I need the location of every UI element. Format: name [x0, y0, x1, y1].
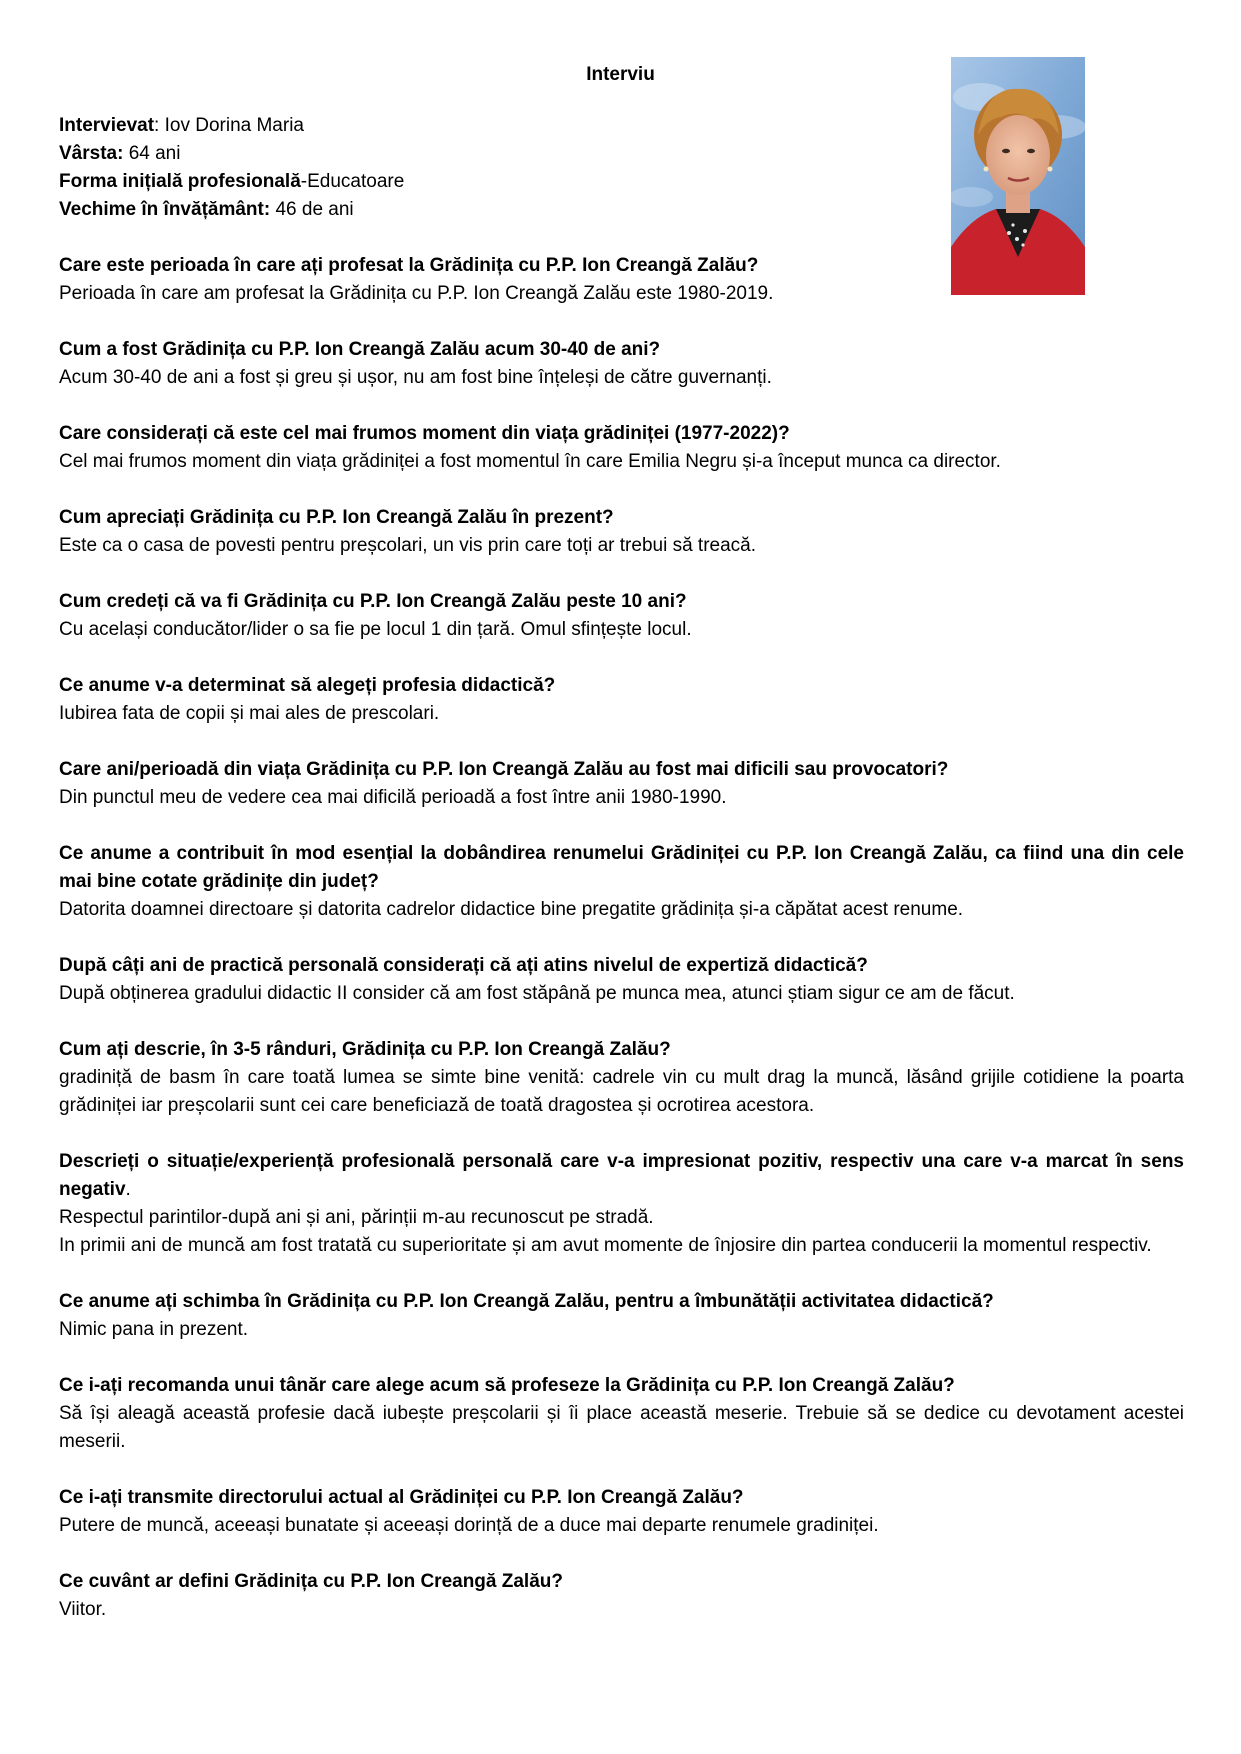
question-text: Ce anume a contribuit în mod esențial la dobândirea renumelui Grădiniței cu P.P. Ion Creangă Zalău, ca fiind una din cele mai bine cotate grădinițe din județ?	[59, 843, 1184, 892]
answer: Din punctul meu de vedere cea mai dificilă perioadă a fost între anii 1980-1990.	[59, 787, 727, 808]
question-text: După câți ani de practică personală considerați că ați atins nivelul de expertiză didactică?	[59, 955, 868, 976]
qa-item	[59, 840, 1184, 924]
qa-item	[59, 1036, 1184, 1120]
question	[59, 336, 1184, 364]
answer: Acum 30-40 de ani a fost și greu și ușor, nu am fost bine înțeleși de către guvernanți.	[59, 367, 772, 388]
qa-item	[59, 252, 1184, 308]
training-label: Forma inițială profesională	[59, 171, 301, 192]
question-text: Cum ați descrie, în 3-5 rânduri, Grădinița cu P.P. Ion Creangă Zalău?	[59, 1039, 671, 1060]
question	[59, 420, 1184, 448]
question	[59, 1036, 1184, 1064]
seniority-label: Vechime în învățământ:	[59, 199, 271, 220]
qa-item	[59, 1484, 1184, 1540]
interview-qa-list	[59, 252, 1184, 1652]
age-value: 64 ani	[123, 143, 181, 164]
question	[59, 952, 1184, 980]
question-text: Ce i-ați recomanda unui tânăr care alege acum să profeseze la Grădinița cu P.P. Ion Creangă Zalău?	[59, 1375, 955, 1396]
qa-item	[59, 588, 1184, 644]
question	[59, 672, 1184, 700]
question-text: Ce anume ați schimba în Grădinița cu P.P. Ion Creangă Zalău, pentru a îmbunătății activitatea didactică?	[59, 1291, 994, 1312]
answer: Perioada în care am profesat la Grădinița cu P.P. Ion Creangă Zalău este 1980-2019.	[59, 283, 774, 304]
question	[59, 588, 1184, 616]
answer: Putere de muncă, aceeași bunatate și aceeași dorință de a duce mai departe renumele gradiniței.	[59, 1515, 879, 1536]
qa-item	[59, 336, 1184, 392]
answer: Cu același conducător/lider o sa fie pe locul 1 din țară. Omul sfințește locul.	[59, 619, 692, 640]
qa-item	[59, 756, 1184, 812]
question-text: Ce i-ați transmite directorului actual al Grădiniței cu P.P. Ion Creangă Zalău?	[59, 1487, 744, 1508]
question-text: Ce anume v-a determinat să alegeți profesia didactică?	[59, 675, 556, 696]
answer: gradiniță de basm în care toată lumea se simte bine venită: cadrele vin cu mult drag la muncă, lăsând grijile cotidiene la poarta grădiniței iar preșcolarii sunt cei care beneficiază de toată dragostea și ocrotirea acestora.	[59, 1067, 1184, 1116]
age-label: Vârsta:	[59, 143, 124, 164]
qa-item	[59, 1372, 1184, 1456]
qa-item	[59, 504, 1184, 560]
question	[59, 1568, 1184, 1596]
answer: Iubirea fata de copii și mai ales de prescolari.	[59, 703, 440, 724]
qa-item	[59, 1148, 1184, 1260]
question-text: Descrieți o situație/experiență profesională personală care v-a impresionat pozitiv, respectiv una care v-a marcat în sens negativ	[59, 1151, 1184, 1200]
training-value: -Educatoare	[300, 171, 405, 192]
seniority-line	[59, 196, 859, 224]
question-end: .	[125, 1179, 131, 1200]
interviewee-line	[59, 112, 859, 140]
question-text: Care ani/perioadă din viața Grădinița cu P.P. Ion Creangă Zalău au fost mai dificili sau provocatori?	[59, 759, 949, 780]
age-line	[59, 140, 859, 168]
answer: Cel mai frumos moment din viața grădiniței a fost momentul în care Emilia Negru și-a început munca ca director.	[59, 451, 1001, 472]
question	[59, 1148, 1184, 1204]
document-title: Interviu	[586, 64, 655, 85]
qa-item	[59, 952, 1184, 1008]
qa-item	[59, 1288, 1184, 1344]
question-text: Cum credeți că va fi Grădinița cu P.P. Ion Creangă Zalău peste 10 ani?	[59, 591, 687, 612]
question	[59, 252, 1184, 280]
question	[59, 1372, 1184, 1400]
seniority-value: 46 de ani	[270, 199, 354, 220]
answer: Viitor.	[59, 1599, 107, 1620]
answer: Este ca o casa de povesti pentru preșcolari, un vis prin care toți ar trebui să treacă.	[59, 535, 757, 556]
interviewee-label: Intervievat	[59, 115, 155, 136]
answer: După obținerea gradului didactic II consider că am fost stăpână pe munca mea, atunci știam sigur ce am de făcut.	[59, 983, 1015, 1004]
qa-item	[59, 420, 1184, 476]
question	[59, 756, 1184, 784]
answer: Nimic pana in prezent.	[59, 1319, 249, 1340]
answer: Respectul parintilor-după ani și ani, părinții m-au recunoscut pe stradă.	[59, 1207, 654, 1228]
interviewee-value: : Iov Dorina Maria	[154, 115, 304, 136]
answer: In primii ani de muncă am fost tratată cu superioritate și am avut momente de înjosire din partea conducerii la momentul respectiv.	[59, 1235, 1152, 1256]
question-text: Care este perioada în care ați profesat la Grădinița cu P.P. Ion Creangă Zalău?	[59, 255, 759, 276]
question-text: Cum apreciați Grădinița cu P.P. Ion Creangă Zalău în prezent?	[59, 507, 614, 528]
training-line	[59, 168, 859, 196]
answer: Să își aleagă această profesie dacă iubește preșcolarii și îi place această meserie. Trebuie să se dedice cu devotament acestei meserii.	[59, 1403, 1184, 1452]
question	[59, 1484, 1184, 1512]
question-text: Ce cuvânt ar defini Grădinița cu P.P. Ion Creangă Zalău?	[59, 1571, 563, 1592]
question	[59, 504, 1184, 532]
question-text: Care considerați că este cel mai frumos moment din viața grădiniței (1977-2022)?	[59, 423, 790, 444]
qa-item	[59, 1568, 1184, 1624]
question	[59, 840, 1184, 896]
question	[59, 1288, 1184, 1316]
question-text: Cum a fost Grădinița cu P.P. Ion Creangă Zalău acum 30-40 de ani?	[59, 339, 661, 360]
qa-item	[59, 672, 1184, 728]
answer: Datorita doamnei directoare și datorita cadrelor didactice bine pregatite grădinița și-a căpătat acest renume.	[59, 899, 964, 920]
interviewee-info	[59, 112, 859, 224]
